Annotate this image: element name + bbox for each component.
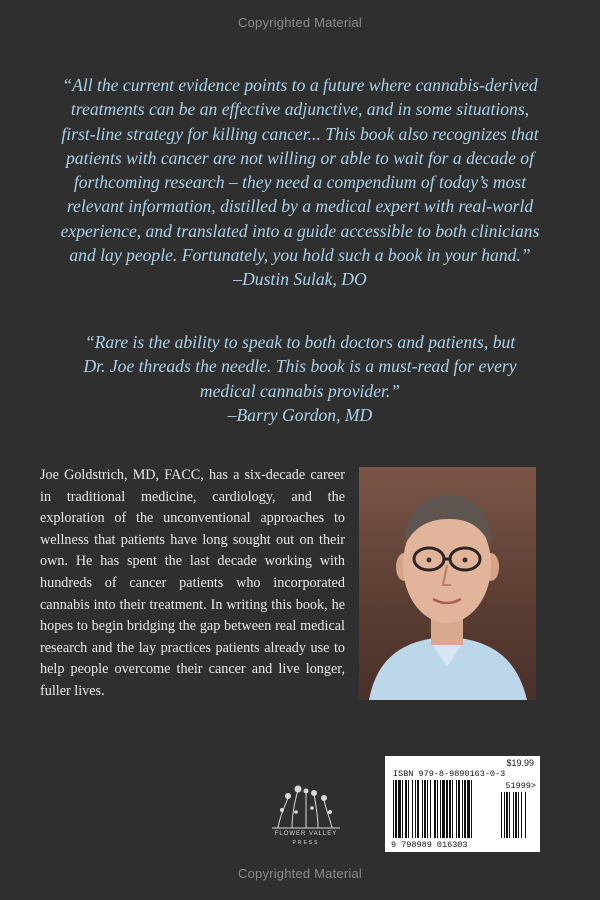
barcode-addon-bar [518,792,519,838]
barcode-bar [449,780,451,838]
publisher-logo [268,782,344,852]
barcode-addon-bar [515,792,517,838]
barcode-bar [427,780,428,838]
barcode-bar [437,780,438,838]
barcode-bar [402,780,403,838]
quote-line: “Rare is the ability to speak to both doctors and patients, but [84,332,516,352]
barcode-bar [393,780,394,838]
endorsement-quote-1 [40,73,560,292]
barcode-bar [452,780,453,838]
barcode-addon-bar [506,792,508,838]
barcode-bar [395,780,397,838]
barcode-bar [422,780,423,838]
barcode-bars [385,756,540,852]
barcode-bar [442,780,445,838]
barcode-bar [408,780,409,838]
author-portrait-illustration [359,467,536,700]
author-photo [359,467,536,700]
barcode-bar [464,780,466,838]
barcode-addon-bar [513,792,514,838]
quote-line: treatments can be an effective adjunctive, and in some situations, [70,99,530,120]
quote-line: first-line strategy for killing cancer... This book also recognizes that [61,123,539,144]
barcode-addon-bar [504,792,505,838]
flower-illustration-icon [268,782,344,830]
barcode-addon-bar [525,792,526,838]
barcode-bar [458,780,460,838]
quote-attribution: –Dustin Sulak, DO [233,269,367,290]
publisher-name-suffix: PRESS [292,840,320,846]
quote-line: Dr. Joe threads the needle. This book is a must-read for every [83,356,517,377]
barcode-bar [412,780,413,838]
quote-line: patients with cancer are not willing or able to wait for a decade of [66,147,534,168]
author-bio: Joe Goldstrich, MD, FACC, has a six-decade career in traditional medicine, cardiology, and the exploration of the unconventional approaches to wellness that patients have long sought out on their own. He has spent the last decade working with hundreds of cancer patients who incorporated cannabis into their treatment. In writing this book, he hopes to begin bridging the gap between real medical research and the lay practices patients already use to help people overcome their cancer and live longer, fuller lives. [40,467,345,699]
barcode-bar [462,780,463,838]
quote-line: relevant information, distilled by a medical expert with real-world [66,196,534,217]
barcode-bar [405,780,407,838]
isbn-label: ISBN 979-8-9890163-0-3 [393,769,506,779]
publisher-name: FLOWER VALLEY [274,831,338,837]
quote-line: and lay people. Fortunately, you hold such a book in your hand.” [69,245,531,266]
barcode-bar [424,780,426,838]
quote-line: medical cannabis provider.” [199,380,401,401]
barcode-bar [467,780,470,838]
endorsement-quote-2 [40,330,560,427]
barcode-bar [430,780,431,838]
barcode-bar [417,780,419,838]
price-label: $19.99 [506,758,534,768]
barcode-bar [440,780,441,838]
watermark-bottom: Copyrighted Material [238,866,362,881]
barcode-addon-bar [521,792,522,838]
ean-number: 9 798989 016303 [391,840,468,850]
barcode-bar [446,780,448,838]
quote-line: “All the current evidence points to a future where cannabis-derived [62,75,538,95]
barcode-bar [456,780,457,838]
quote-line: experience, and translated into a guide accessible to both clinicians [60,220,540,241]
barcode-bar [415,780,416,838]
barcode-bar [471,780,472,838]
barcode-bar [434,780,436,838]
isbn-barcode [385,756,540,852]
price-code-label: 51999> [505,781,536,791]
barcode-bar [398,780,401,838]
quote-line: forthcoming research – they need a compendium of today’s most [73,172,527,193]
quote-attribution: –Barry Gordon, MD [227,404,373,425]
barcode-addon-bar [509,792,510,838]
barcode-addon-bar [501,792,502,838]
watermark-top: Copyrighted Material [238,15,362,30]
